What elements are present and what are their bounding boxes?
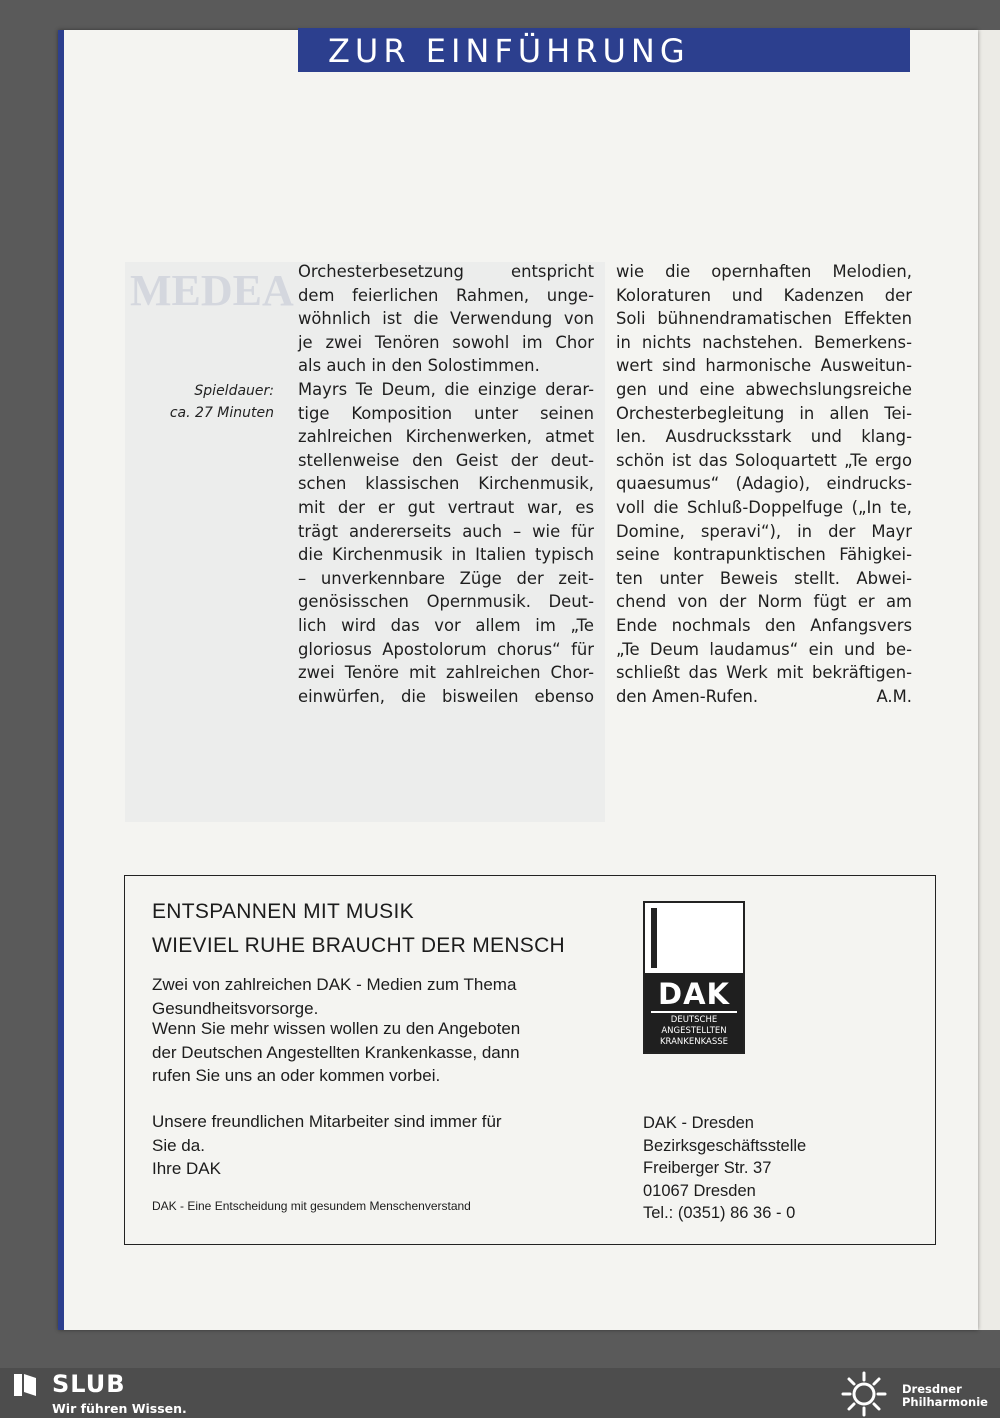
text-line: gen und eine abwechslungsreiche bbox=[616, 379, 912, 399]
dak-logo-panel bbox=[645, 973, 743, 1052]
dak-logo-rule bbox=[651, 1011, 737, 1013]
slub-name: SLUB bbox=[52, 1370, 126, 1398]
dak-logo-subtitle bbox=[645, 1015, 743, 1048]
address-line: Tel.: (0351) 86 36 - 0 bbox=[643, 1204, 796, 1222]
dak-logo-bar bbox=[651, 908, 657, 968]
duration-note bbox=[150, 380, 274, 424]
address-line: DAK - Dresden bbox=[643, 1114, 754, 1132]
text-line: einwürfen, die bisweilen ebenso bbox=[298, 686, 594, 706]
section-header: ZUR EINFÜHRUNG bbox=[298, 28, 910, 72]
text-line: die Kirchenmusik in Italien typisch bbox=[298, 545, 594, 565]
text-line: lich wird das vor allem im „Te bbox=[298, 615, 594, 635]
philharmonie-name-line: Dresdner bbox=[902, 1382, 962, 1396]
dak-logo-sub-line: DEUTSCHE bbox=[670, 1015, 718, 1025]
ad-text-line: Zwei von zahlreichen DAK - Medien zum Thema bbox=[152, 975, 517, 994]
text-line: len. Ausdrucksstark und klang- bbox=[616, 427, 912, 447]
text-line: zwei Tenöre mit zahlreichen Chor- bbox=[298, 663, 594, 683]
text-line: als auch in den Solostimmen. bbox=[298, 356, 540, 376]
slub-claim: Wir führen Wissen. bbox=[52, 1401, 187, 1416]
philharmonie-name bbox=[902, 1383, 988, 1409]
bleed-through-title: MEDEA bbox=[130, 266, 294, 315]
text-line: wöhnlich ist die Verwendung von bbox=[298, 309, 594, 329]
dak-logo-sub-line: KRANKENKASSE bbox=[659, 1037, 728, 1047]
dak-logo-word: DAK bbox=[658, 977, 730, 1011]
ad-text-line: Gesundheitsvorsorge. bbox=[152, 998, 319, 1018]
closing-line bbox=[616, 685, 912, 709]
text-line: – unverkennbare Züge der zeit- bbox=[298, 568, 594, 588]
text-line: chend von der Norm fügt er am bbox=[616, 592, 912, 612]
text-line: genösisschen Opernmusik. Deut- bbox=[298, 592, 594, 612]
text-line: den Amen-Rufen. bbox=[616, 686, 759, 706]
text-line: schön ist das Soloquartett „Te ergo bbox=[616, 450, 912, 470]
ad-text-line: Ihre DAK bbox=[152, 1159, 221, 1178]
address-line: 01067 Dresden bbox=[643, 1181, 756, 1200]
duration-value: ca. 27 Minuten bbox=[169, 405, 274, 421]
text-line: trägt andererseits auch – wie für bbox=[298, 521, 594, 541]
text-line: schen klassischen Kirchenmusik, bbox=[298, 474, 594, 494]
author-signature: A.M. bbox=[876, 686, 912, 706]
text-line: mit der er gut vertraut war, es bbox=[298, 497, 594, 517]
text-line: Orchesterbegleitung in allen Tei- bbox=[616, 403, 912, 423]
ad-heading-1: ENTSPANNEN MIT MUSIK bbox=[152, 900, 414, 923]
text-line: Ende nochmals den Anfangsvers bbox=[616, 615, 912, 635]
text-line: quaesumus“ (Adagio), eindrucks- bbox=[616, 474, 912, 494]
ad-address bbox=[643, 1112, 806, 1225]
text-line: Orchesterbesetzung entspricht bbox=[298, 262, 594, 281]
philharmonie-logo-icon bbox=[840, 1370, 888, 1418]
ad-text-line: der Deutschen Angestellten Krankenkasse, dann bbox=[152, 1042, 520, 1062]
ad-heading-2: WIEVIEL RUHE BRAUCHT DER MENSCH bbox=[152, 934, 566, 957]
address-line: Freiberger Str. 37 bbox=[643, 1159, 772, 1177]
text-line: in nichts nachstehen. Bemerkens- bbox=[616, 332, 912, 352]
ad-paragraph-3 bbox=[152, 1110, 502, 1181]
text-line: Koloraturen und Kadenzen der bbox=[616, 285, 912, 305]
ad-paragraph-1 bbox=[152, 973, 516, 1020]
text-line: zahlreichen Kirchenwerken, atmet bbox=[298, 427, 594, 447]
duration-label: Spieldauer: bbox=[194, 383, 274, 399]
text-line: je zwei Tenören sowohl im Chor bbox=[298, 332, 594, 352]
text-line: wert sind harmonische Ausweitun- bbox=[616, 356, 912, 376]
text-line: wie die opernhaften Melodien, bbox=[616, 262, 912, 281]
ad-tagline: DAK - Eine Entscheidung mit gesundem Menschenverstand bbox=[152, 1199, 471, 1213]
text-line: schließt das Werk mit bekräftigen- bbox=[616, 663, 912, 683]
dak-logo-sub-line: ANGESTELLTEN bbox=[661, 1026, 727, 1036]
text-line: Domine, speravi“), in der Mayr bbox=[616, 521, 912, 541]
philharmonie-name-line: Philharmonie bbox=[902, 1395, 988, 1409]
ad-paragraph-2 bbox=[152, 1017, 520, 1088]
ad-text-line: rufen Sie uns an oder kommen vorbei. bbox=[152, 1066, 441, 1085]
ad-text-line: Wenn Sie mehr wissen wollen zu den Angeboten bbox=[152, 1019, 521, 1038]
text-line: „Te Deum laudamus“ ein und be- bbox=[616, 639, 912, 659]
ad-text-line: Sie da. bbox=[152, 1135, 205, 1155]
text-line: Mayrs Te Deum, die einzige derar- bbox=[298, 379, 594, 399]
text-line: stellenweise den Geist der deut- bbox=[298, 450, 594, 470]
ad-text-line: Unsere freundlichen Mitarbeiter sind immer für bbox=[152, 1112, 502, 1131]
address-line: Bezirksgeschäftsstelle bbox=[643, 1136, 807, 1155]
slub-logo-icon bbox=[12, 1372, 38, 1398]
dak-logo bbox=[643, 901, 745, 1054]
dak-logo-top bbox=[645, 903, 743, 973]
text-line: dem feierlichen Rahmen, unge- bbox=[298, 285, 594, 305]
text-line: ten unter Beweis stellt. Abwei- bbox=[616, 568, 912, 588]
text-line: voll die Schluß-Doppelfuge („In te, bbox=[616, 497, 912, 517]
text-line: tige Komposition unter seinen bbox=[298, 403, 594, 423]
article-column-1 bbox=[298, 260, 594, 708]
article-column-2 bbox=[616, 260, 912, 708]
text-line: seine kontrapunktischen Fähigkei- bbox=[616, 545, 912, 565]
text-line: Soli bühnendramatischen Effekten bbox=[616, 309, 912, 329]
dak-advertisement bbox=[124, 875, 936, 1245]
text-line: gloriosus Apostolorum chorus“ für bbox=[298, 639, 594, 659]
